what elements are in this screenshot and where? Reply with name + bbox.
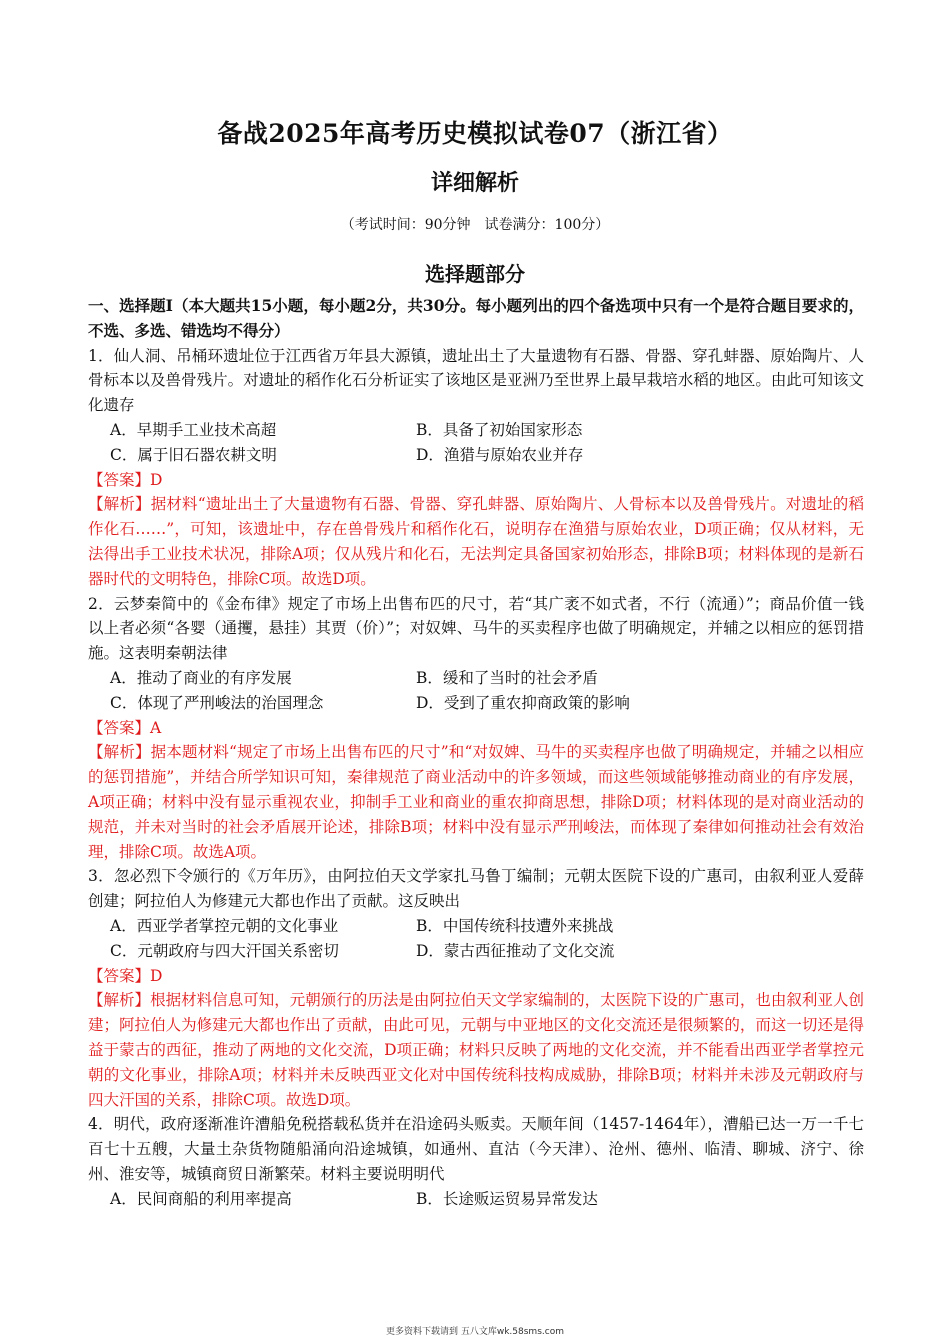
analysis-text: 根据材料信息可知，元朝颁行的历法是由阿拉伯天文学家编制的，太医院下设的广惠司，也由叙利亚人创建；阿拉伯人为修建元大都也作出了贡献，由此可见，元朝与中亚地区的文化交流还是很频繁的，而这一切还是得益于蒙古的西征，推动了两地的文化交流，D项正确；材料只反映了两地的文化交流，并不能看出西亚学者掌控元朝的文化事业，排除A项；材料并未反映西亚文化对中国传统科技构成威胁，排除B项；材料并未涉及元朝政府与四大汗国的关系，排除C项。故选D项。 bbox=[88, 991, 864, 1109]
question-3-answer: 【答案】D bbox=[88, 966, 163, 985]
question-1-option-b: B．具备了初始国家形态 bbox=[416, 420, 583, 439]
questions-body bbox=[88, 294, 864, 1211]
question-4-options-row-1 bbox=[88, 1187, 864, 1212]
question-2-options-row-1 bbox=[88, 666, 864, 691]
question-3-option-c: C．元朝政府与四大汗国关系密切 bbox=[110, 941, 339, 960]
question-3-analysis bbox=[88, 988, 864, 1112]
document-title: 备战2025年高考历史模拟试卷07（浙江省） bbox=[217, 119, 733, 148]
question-3-option-a: A．西亚学者掌控元朝的文化事业 bbox=[110, 916, 339, 935]
analysis-label: 【解析】 bbox=[88, 495, 151, 514]
question-1-answer: 【答案】D bbox=[88, 470, 163, 489]
question-2-answer: 【答案】A bbox=[88, 718, 162, 737]
question-2-option-b: B．缓和了当时的社会矛盾 bbox=[416, 668, 598, 687]
question-2-options-row-2 bbox=[88, 691, 864, 716]
question-3-option-d: D．蒙古西征推动了文化交流 bbox=[416, 941, 615, 960]
question-1-analysis bbox=[88, 492, 864, 591]
analysis-label: 【解析】 bbox=[88, 991, 151, 1010]
section-instruction: 一、选择题Ⅰ（本大题共15小题，每小题2分，共30分。每小题列出的四个备选项中只有一个是符合题目要求的，不选、多选、错选均不得分） bbox=[88, 296, 864, 340]
page-footer: 更多资料下载请到 五八文库wk.58sms.com bbox=[386, 1327, 564, 1337]
analysis-label: 【解析】 bbox=[88, 743, 151, 762]
question-3-options-row-1 bbox=[88, 914, 864, 939]
question-4-option-a: A．民间商船的利用率提高 bbox=[110, 1189, 292, 1208]
question-2-option-a: A．推动了商业的有序发展 bbox=[110, 668, 292, 687]
question-3-option-b: B．中国传统科技遭外来挑战 bbox=[416, 916, 614, 935]
question-4-option-b: B．长途贩运贸易异常发达 bbox=[416, 1189, 598, 1208]
question-1-option-c: C．属于旧石器农耕文明 bbox=[110, 445, 277, 464]
question-2-option-c: C．体现了严刑峻法的治国理念 bbox=[110, 693, 324, 712]
question-1-options-row-2 bbox=[88, 443, 864, 468]
section-title: 选择题部分 bbox=[425, 262, 525, 286]
question-3-options-row-2 bbox=[88, 939, 864, 964]
document-subtitle: 详细解析 bbox=[430, 170, 519, 196]
exam-info: （考试时间：90分钟 试卷满分：100分） bbox=[340, 217, 610, 233]
analysis-text: 据材料“遗址出土了大量遗物有石器、骨器、穿孔蚌器、原始陶片、人骨标本以及兽骨残片。对遗址的稻作化石……”，可知，该遗址中，存在兽骨残片和稻作化石，说明存在渔猎与原始农业，D项正确；仅从材料，无法得出手工业技术状况，排除A项；仅从残片和化石，无法判定具备国家初始形态，排除B项；材料体现的是新石器时代的文明特色，排除C项。故选D项。 bbox=[88, 495, 864, 588]
question-1-option-a: A．早期手工业技术高超 bbox=[110, 420, 277, 439]
question-1-options-row-1 bbox=[88, 418, 864, 443]
question-2-analysis bbox=[88, 740, 864, 864]
question-1-option-d: D．渔猎与原始农业并存 bbox=[416, 445, 584, 464]
question-2-option-d: D．受到了重农抑商政策的影响 bbox=[416, 693, 630, 712]
question-1-stem: 1．仙人洞、吊桶环遗址位于江西省万年县大源镇，遗址出土了大量遗物有石器、骨器、穿孔蚌器、原始陶片、人骨标本以及兽骨残片。对遗址的稻作化石分析证实了该地区是亚洲乃至世界上最早栽培水稻的地区。由此可知该文化遗存 bbox=[88, 346, 864, 415]
question-3-stem: 3．忽必烈下令颁行的《万年历》，由阿拉伯天文学家扎马鲁丁编制；元朝太医院下设的广惠司，由叙利亚人爱薛创建；阿拉伯人为修建元大都也作出了贡献。这反映出 bbox=[88, 867, 864, 911]
question-4-stem: 4．明代，政府逐渐准许漕船免税搭载私货并在沿途码头贩卖。天顺年间（1457-1464年），漕船已达一万一千七百七十五艘，大量土杂货物随船涌向沿途城镇，如通州、直沽（今天津）、沧州、德州、临清、聊城、济宁、徐州、淮安等，城镇商贸日渐繁荣。材料主要说明明代 bbox=[88, 1115, 864, 1183]
analysis-text: 据本题材料“规定了市场上出售布匹的尺寸”和“对奴婢、马牛的买卖程序也做了明确规定，并辅之以相应的惩罚措施”，并结合所学知识可知，秦律规范了商业活动中的许多领域，而这些领域能够推动商业的有序发展，A项正确；材料中没有显示重视农业，抑制手工业和商业的重农抑商思想，排除D项；材料体现的是对商业活动的规范，并未对当时的社会矛盾展开论述，排除B项；材料中没有显示严刑峻法，而体现了秦律如何推动社会有效治理，排除C项。故选A项。 bbox=[88, 743, 864, 861]
question-2-stem: 2．云梦秦简中的《金布律》规定了市场上出售布匹的尺寸，若“其广袤不如式者，不行（流通）”；商品价值一钱以上者必须“各婴（通攫，悬挂）其贾（价）”；对奴婢、马牛的买卖程序也做了明确规定，并辅之以相应的惩罚措施。这表明秦朝法律 bbox=[88, 594, 864, 663]
